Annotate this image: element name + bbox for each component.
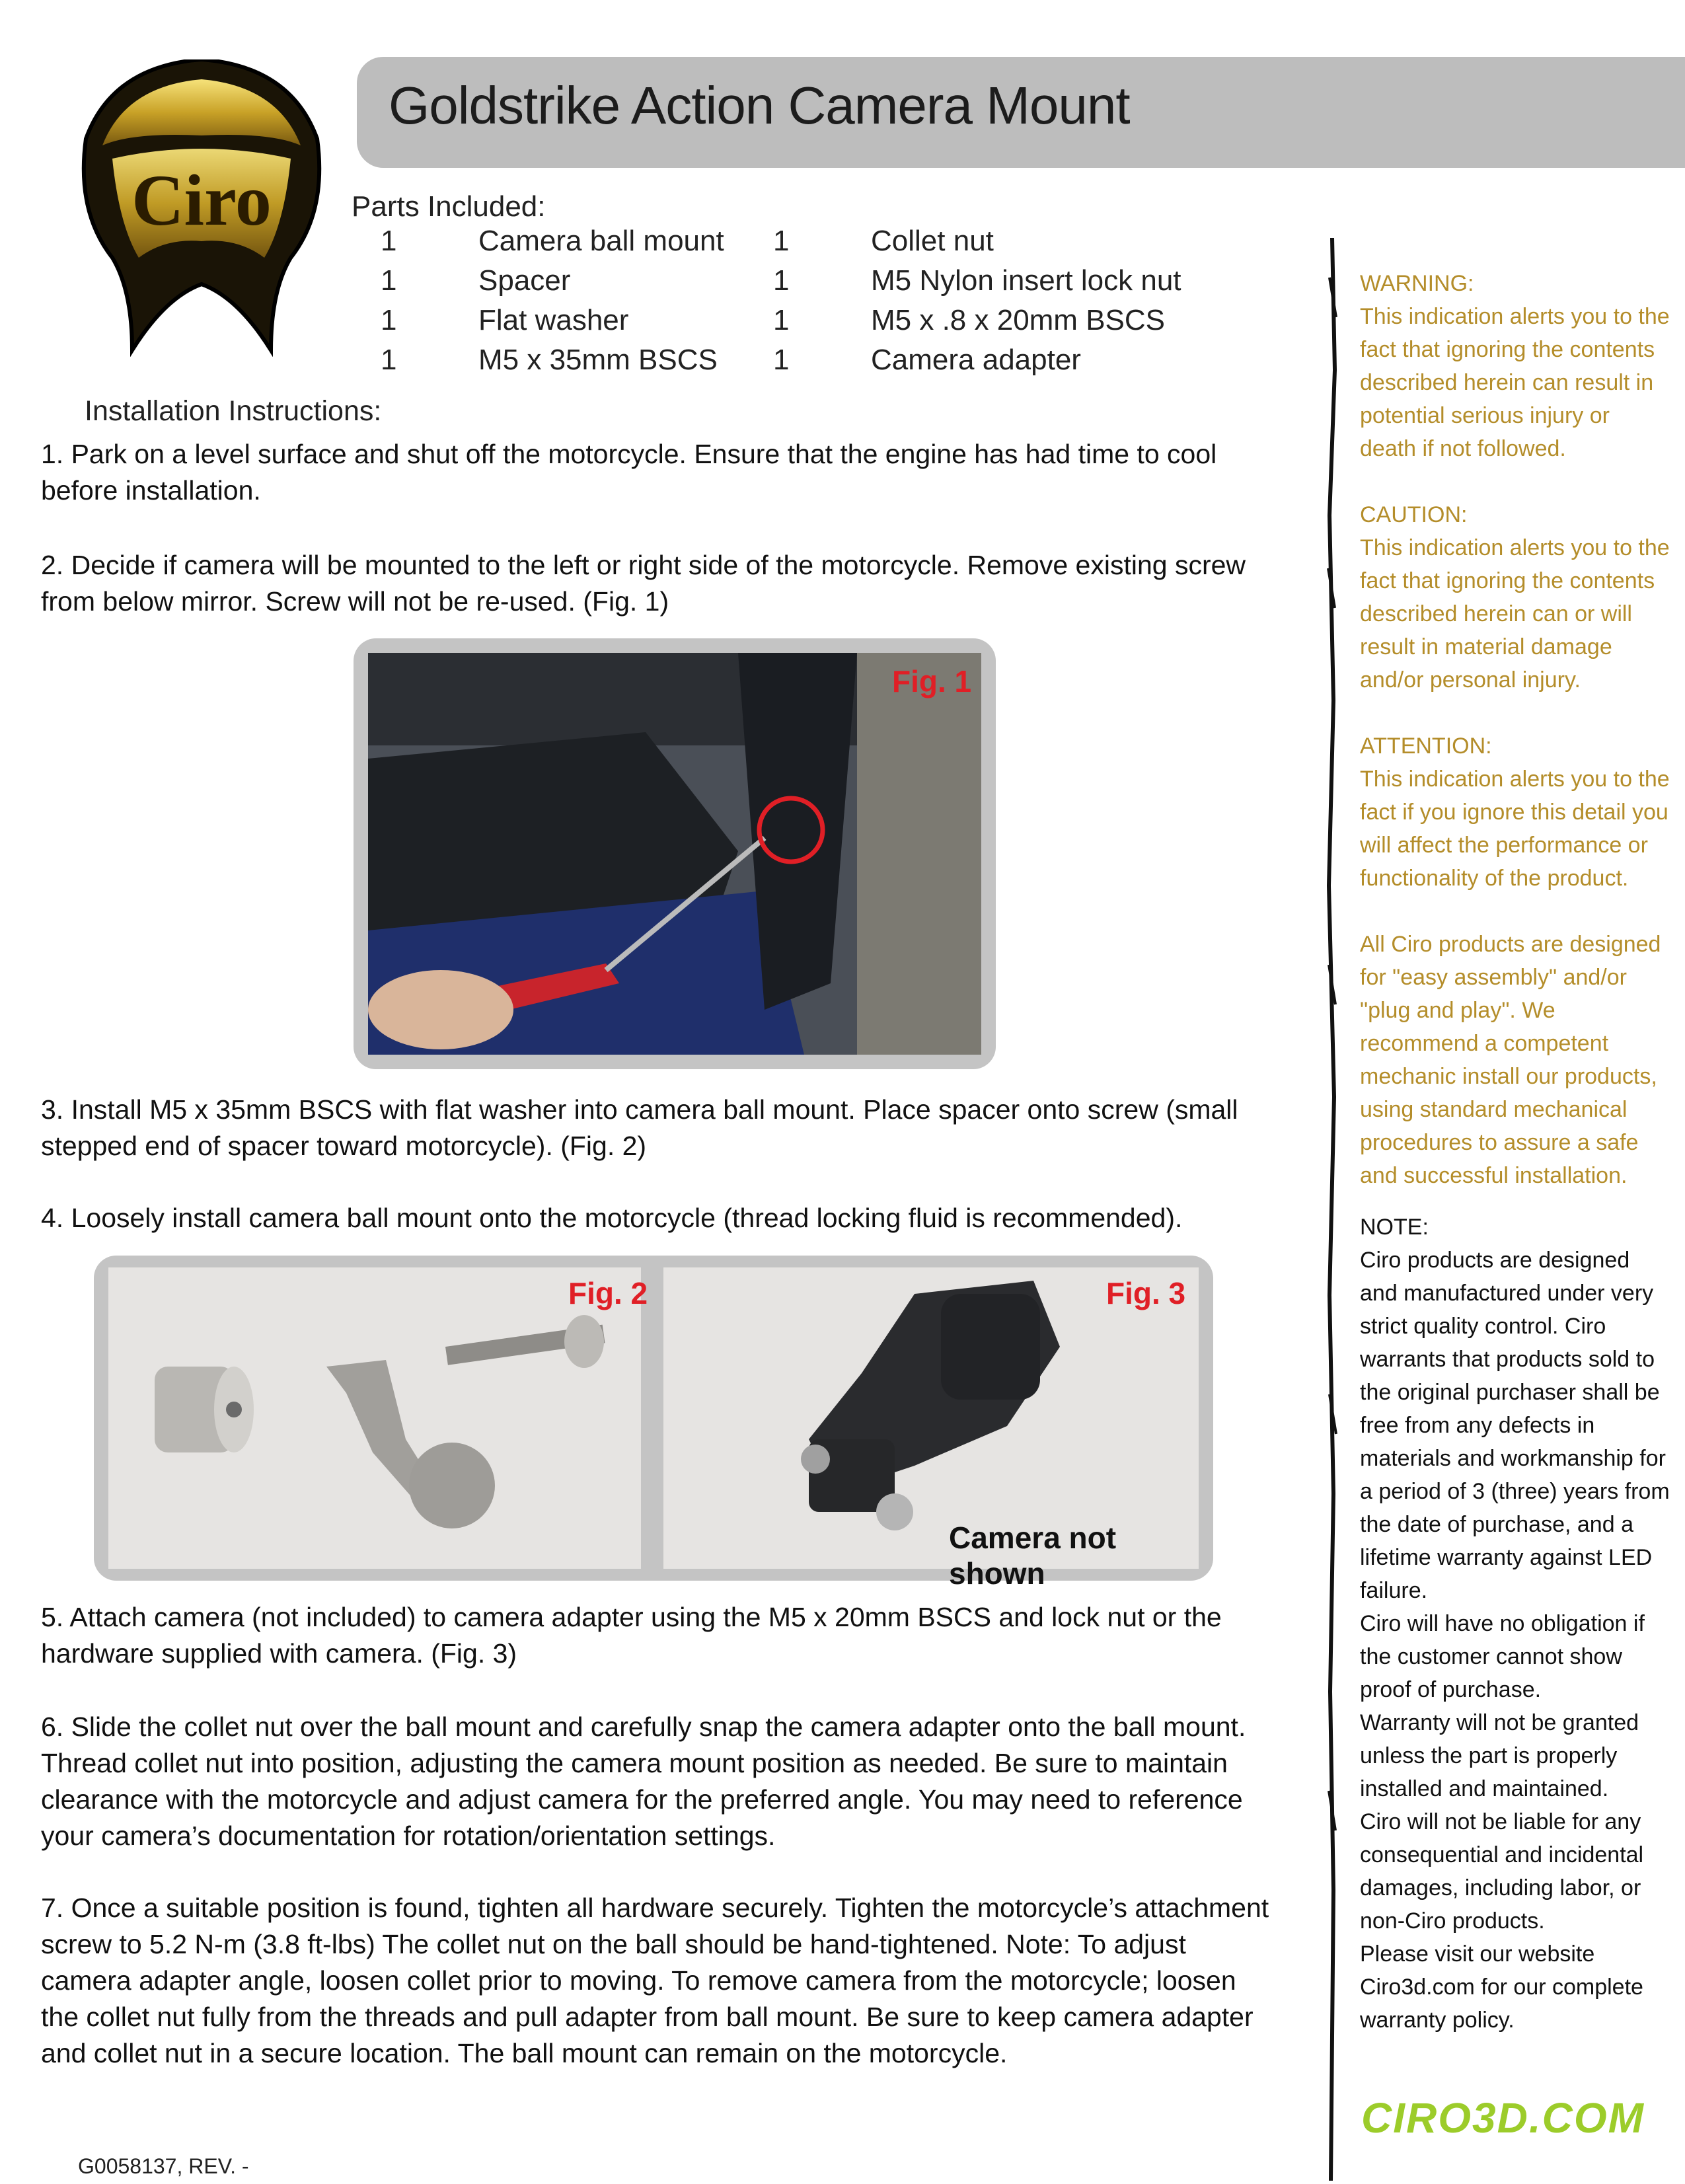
note-liability: Ciro will not be liable for any consequential and incidental damages, including labor, or non-Ciro products.	[1360, 1809, 1644, 1934]
part-qty: 1	[773, 304, 790, 336]
step-4: 4. Loosely install camera ball mount onto the motorcycle (thread locking fluid is recommended).	[41, 1203, 1183, 1233]
part-qty: 1	[381, 225, 397, 257]
part-qty: 1	[773, 225, 790, 257]
attention-text: This indication alerts you to the fact if you ignore this detail you will affect the performance or functionality of the product.	[1360, 767, 1670, 891]
note-obligation: Ciro will have no obligation if the customer cannot show proof of purchase.	[1360, 1611, 1645, 1702]
note-visit: Please visit our website Ciro3d.com for our complete warranty policy.	[1360, 1941, 1643, 2033]
part-name: M5 x 35mm BSCS	[478, 344, 718, 376]
attention-title: ATTENTION:	[1360, 734, 1492, 759]
note-text: Ciro products are designed and manufactured under very strict quality control. Ciro warrants that products sold to the original purchaser shall be free from any defects in materials and workmanship for a period of 3 (three) years from the date of purchase, and a lifetime warranty against LED failure.	[1360, 1248, 1670, 1603]
warning-text: This indication alerts you to the fact that ignoring the contents described herein can result in potential serious injury or death if not followed.	[1360, 304, 1670, 461]
part-qty: 1	[381, 304, 397, 336]
parts-heading: Parts Included:	[352, 190, 546, 223]
caution-text: This indication alerts you to the fact that ignoring the contents described herein can or will result in material damage and/or personal injury.	[1360, 535, 1670, 693]
step-5: 5. Attach camera (not included) to camera adapter using the M5 x 20mm BSCS and lock nut or the hardware supplied with camera. (Fig. 3)	[41, 1602, 1222, 1669]
part-name: M5 Nylon insert lock nut	[871, 264, 1181, 297]
sidebar-divider	[1323, 238, 1340, 2181]
part-qty: 1	[381, 264, 397, 297]
figure-2-label: Fig. 2	[568, 1276, 648, 1310]
part-name: Flat washer	[478, 304, 629, 336]
figure-1-photo	[368, 653, 981, 1055]
figures-2-3-frame	[94, 1256, 1213, 1591]
figure-3-caption: Camera not shown	[949, 1521, 1117, 1591]
step-1: 1. Park on a level surface and shut off the motorcycle. Ensure that the engine has had time to cool before installation.	[41, 439, 1217, 506]
step-6: 6. Slide the collet nut over the ball mount and carefully snap the camera adapter onto the ball mount. Thread collet nut into position, adjusting the camera mount position as needed. Be sure to maintain clearance with the motorcycle and adjust camera for the preferred angle. You may need to reference your camera’s documentation for rotation/orientation settings.	[41, 1712, 1246, 1851]
caution-title: CAUTION:	[1360, 502, 1468, 527]
note-warranty: Warranty will not be granted unless the part is properly installed and maintained.	[1360, 1710, 1639, 1801]
document-code: G0058137, REV. -	[78, 2154, 249, 2178]
step-3: 3. Install M5 x 35mm BSCS with flat washer into camera ball mount. Place spacer onto screw (small stepped end of spacer toward motorcycle). (Fig. 2)	[41, 1094, 1238, 1161]
figure-1-frame	[354, 638, 996, 1069]
title-bar	[357, 57, 1685, 168]
part-name: M5 x .8 x 20mm BSCS	[871, 304, 1166, 336]
logo-text: Ciro	[131, 160, 272, 241]
part-name: Camera adapter	[871, 344, 1081, 376]
part-qty: 1	[773, 344, 790, 376]
warning-title: WARNING:	[1360, 271, 1474, 296]
website-logo[interactable]: CIRO3D.COM	[1361, 2094, 1645, 2142]
part-qty: 1	[381, 344, 397, 376]
page-title: Goldstrike Action Camera Mount	[389, 76, 1130, 135]
ciro-logo	[73, 59, 330, 357]
figure-1-label: Fig. 1	[892, 664, 972, 698]
figure-3-label: Fig. 3	[1106, 1276, 1186, 1310]
step-7: 7. Once a suitable position is found, tighten all hardware securely. Tighten the motorcycle’s attachment screw to 5.2 N-m (3.8 ft-lbs) The collet nut on the ball should be hand-tightened. Note: To adjust camera adapter angle, loosen collet prior to moving. To remove camera from the motorcycle; loosen the collet nut fully from the threads and pull adapter from ball mount. Be sure to keep camera adapter and collet nut in a secure location. The ball mount can remain on the motorcycle.	[41, 1893, 1269, 2068]
part-name: Collet nut	[871, 225, 994, 257]
step-2: 2. Decide if camera will be mounted to the left or right side of the motorcycle. Remove existing screw from below mirror. Screw will not be re-used. (Fig. 1)	[41, 550, 1246, 617]
figure-2-photo	[108, 1267, 641, 1569]
note-title: NOTE:	[1360, 1215, 1429, 1240]
part-name: Camera ball mount	[478, 225, 724, 257]
part-name: Spacer	[478, 264, 571, 297]
assembly-text: All Ciro products are designed for "easy assembly" and/or "plug and play". We recommend a competent mechanic install our products, using standard mechanical procedures to assure a safe and successful installation.	[1360, 932, 1661, 1188]
instructions-heading: Installation Instructions:	[85, 395, 382, 427]
part-qty: 1	[773, 264, 790, 297]
